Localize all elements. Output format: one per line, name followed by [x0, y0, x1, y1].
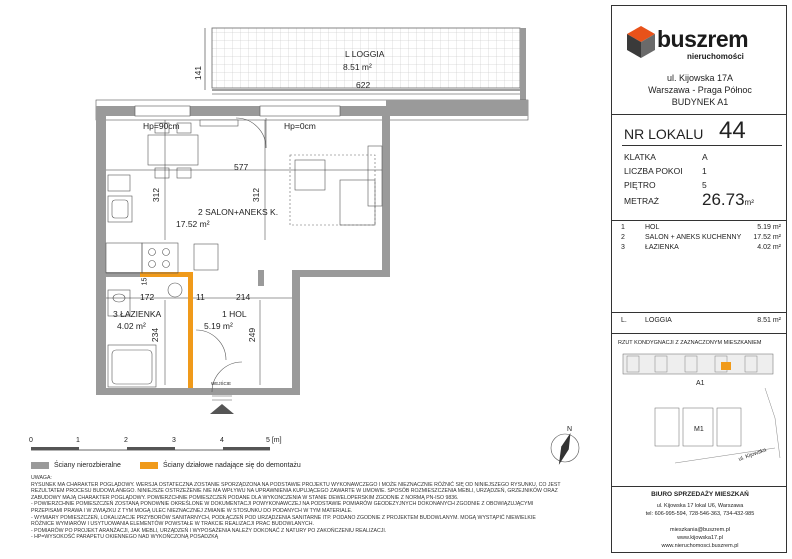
bath-depth-dim: 234 [150, 327, 161, 343]
info-klatka-label: KLATKA [624, 152, 656, 162]
room-row [621, 244, 781, 254]
notes-line: - POWIERZCHNIE POMIESZCZEŃ ZOSTANĄ PONOWNIE OKREŚLONE W DOKUMENTACJI POWYKONAWCZEJ NA PODSTAWIE POMIARÓW GEODEZYJNYCH DOKONANYCH ZGODNIE Z OBOWIĄZUJĄCYMI [31, 501, 534, 508]
brand-subtitle: nieruchomości [687, 52, 744, 61]
keyplan-highlight [721, 362, 731, 370]
room-area: 17.52 m² [753, 234, 781, 241]
office-web-1[interactable]: www.kijowska17.pl [677, 535, 723, 541]
bath-width-dim: 172 [140, 292, 155, 302]
room-area: 5.19 m² [757, 224, 781, 231]
entrance-arrow [210, 404, 234, 414]
notes-line: - HP=WYSOKOŚĆ PARAPETU OKIENNEGO NAD WYKOŃCZONĄ POSADZKĄ [31, 534, 219, 541]
divider-3 [611, 220, 787, 221]
address-district: Warszawa - Praga Północ [648, 85, 752, 95]
exterior-wall-left [96, 106, 106, 392]
notes-line: - WYMIARY POMIESZCZEŃ, LOKALIZACJE PRZYBORÓW SANITARNYCH, PODŁĄCZEŃ POD URZĄDZENIA SANITARNE ITP. PODANO ZGODNIE Z PROJEKTEM BUDOWLANYM. MOGĄ WYSTĄPIĆ NIEWIELKIE [31, 514, 536, 521]
loggia-name: LOGGIA [645, 317, 672, 324]
balcony-door [260, 106, 340, 116]
lazienka-area-label: 4.02 m² [117, 321, 146, 331]
loggia-depth-dim: 141 [193, 65, 204, 81]
office-email[interactable]: mieszkania@buszrem.pl [670, 527, 730, 533]
removable-wall-2 [188, 272, 193, 388]
room-number: 1 [621, 224, 625, 231]
room-row [621, 224, 781, 234]
office-title: BIURO SPRZEDAŻY MIESZKAŃ [651, 491, 749, 498]
hol-room-label: 1 HOL [222, 309, 247, 319]
address-building: BUDYNEK A1 [671, 97, 729, 107]
notes-line: REZULTATEM PROCESU BUDOWLANEGO. NINIEJSZE OSTRZEŻENIE NIE MA WPŁYWU NA UPRAWNIENIA KUPUJĄCEGO ZAWARTE W UMOWIE. SPOSÓB ROZMIESZCZENIA MEBLI, URZĄDZEŃ, GRZEJNIKÓW ORAZ [31, 488, 558, 495]
scale-tick-4: 4 [220, 437, 224, 444]
office-phones: tel: 606-995-594, 728-546-363, 734-432-985 [645, 511, 755, 517]
office-address: ul. Kijowska 17 lokal U6, Warszawa [656, 503, 744, 509]
keyplan-m1-label: M1 [694, 426, 704, 433]
info-floor-label: PIĘTRO [624, 180, 656, 190]
divider-4 [611, 312, 787, 313]
notes-line: ZABUDOWY MAJĄ CHARAKTER POGLĄDOWY. POWIERZCHNIE POMIESZCZEŃ PODANE DLA WYKONCZENIA W STANIE DEWELOPERSKIM ZGODNIE Z NORMĄ PN-ISO 9836. [31, 494, 459, 501]
legend-gray-swatch [31, 462, 49, 469]
info-area-value [702, 190, 754, 210]
hol-depth-dim: 249 [247, 327, 258, 343]
salon-width-dim: 577 [234, 162, 249, 172]
notes-line: RÓŻNICE WYMIARÓW I USYTUOWANIA ELEMENTÓW POWSTAŁE W TRAKCIE REALIZACJI PRAC BUDOWLANYCH. [31, 521, 314, 528]
wall-dim-15: 15 [141, 277, 149, 286]
loggia-row [621, 317, 781, 327]
hol-width-dim: 214 [236, 292, 251, 302]
scale-tick-2: 2 [124, 437, 128, 444]
salon-depth-dim-left: 312 [151, 187, 162, 203]
brand-name: buszrem [657, 26, 749, 52]
loggia-area: 8.51 m² [757, 317, 781, 324]
frame-bottom-border [611, 552, 787, 553]
room-number: 2 [621, 234, 625, 241]
notes-block [31, 475, 616, 541]
salon-depth-dim-right: 312 [251, 187, 262, 203]
keyplan-building-label: A1 [696, 380, 705, 387]
divider-2 [622, 145, 782, 146]
salon-area-label: 17.52 m² [176, 219, 210, 229]
legend-orange-label: Ściany działowe nadające się do demontażu [163, 462, 301, 469]
notes-line: RYSUNEK MA CHARAKTER POGLĄDOWY. WERSJA OSTATECZNA ZOSTANIE SPORZĄDZONA NA PODSTAWIE PROJEKTU WYKONAWCZEGO I MOŻE NIEZNACZNIE RÓŻNIĆ SIĘ OD NINIEJSZEGO RYSUNKU, CO JEST [31, 481, 561, 488]
scale-tick-5: 5 [m] [266, 437, 282, 444]
room-row [621, 234, 781, 244]
area-unit: m² [744, 198, 754, 207]
info-floor-value: 5 [702, 180, 707, 190]
room-area: 4.02 m² [757, 244, 781, 251]
keyplan-title: RZUT KONDYGNACJI Z ZAZNACZONYM MIESZKANIEM [618, 340, 762, 346]
hol-area-label: 5.19 m² [204, 321, 233, 331]
unit-number-label: NR LOKALU [624, 126, 704, 142]
window-height-right: Hp=0cm [284, 121, 316, 131]
legend-gray-label: Ściany nierozbieralne [54, 462, 121, 469]
logo-mark-icon [625, 24, 657, 64]
room-number: 3 [621, 244, 625, 251]
info-rooms-value: 1 [702, 166, 707, 176]
loggia-area-label: 8.51 m² [343, 62, 372, 72]
area-number: 26.73 [702, 190, 745, 209]
scale-tick-0: 0 [29, 437, 33, 444]
notes-line: PRZEPISAMI PRAWA I W ZWIĄZKU Z TYM MOGĄ ULEC NIEZNACZNEJ ZMIANIE W STOSUNKU DO PODANYCH W TYM MATERIALE. [31, 507, 353, 514]
salon-room-label: 2 SALON+ANEKS K. [198, 207, 279, 217]
divider-6 [611, 486, 787, 487]
office-web-2[interactable]: www.nieruchomosci.buszrem.pl [661, 543, 739, 549]
info-area-label: METRAŻ [624, 196, 659, 206]
info-rooms-label: LICZBA POKOI [624, 166, 683, 176]
scale-tick-1: 1 [76, 437, 80, 444]
keyplan-street-label: ul. Kijowska [737, 447, 768, 463]
frame-top-border [611, 5, 787, 6]
exterior-wall-bottom [96, 388, 300, 395]
divider-5 [611, 333, 787, 334]
divider-1 [611, 114, 787, 115]
notes-line: - POMIARÓW PO PROJEKT ARANŻACJI, JAK MEBLI, URZĄDZEŃ I WYPOSAŻENIA NALEŻY DOKONAĆ Z NATURY PO ZAKOŃCZENIU REALIZACJI. [31, 527, 387, 534]
notes-title: UWAGA: [31, 475, 52, 481]
loggia-number: L. [621, 317, 627, 324]
legend-orange-swatch [140, 462, 158, 469]
scale-tick-3: 3 [172, 437, 176, 444]
lazienka-room-label: 3 ŁAZIENKA [113, 309, 162, 319]
loggia-label: L LOGGIA [345, 49, 385, 59]
window-left [135, 106, 190, 116]
brand-logo [625, 22, 775, 72]
info-klatka-value: A [702, 152, 708, 162]
window-height-left: Hp=90cm [143, 121, 180, 131]
loggia-width-dim: 622 [356, 80, 371, 90]
room-name: HOL [645, 224, 660, 231]
entrance-label: WEJŚCIE [211, 381, 232, 386]
wall-thickness-dim: 11 [196, 292, 205, 302]
address-street: ul. Kijowska 17A [666, 73, 734, 83]
room-name: SALON + ANEKS KUCHENNY [645, 234, 742, 241]
north-label: N [567, 426, 573, 433]
unit-number-value: 44 [719, 117, 746, 144]
room-name: ŁAZIENKA [645, 244, 679, 251]
wall-right [382, 116, 390, 276]
